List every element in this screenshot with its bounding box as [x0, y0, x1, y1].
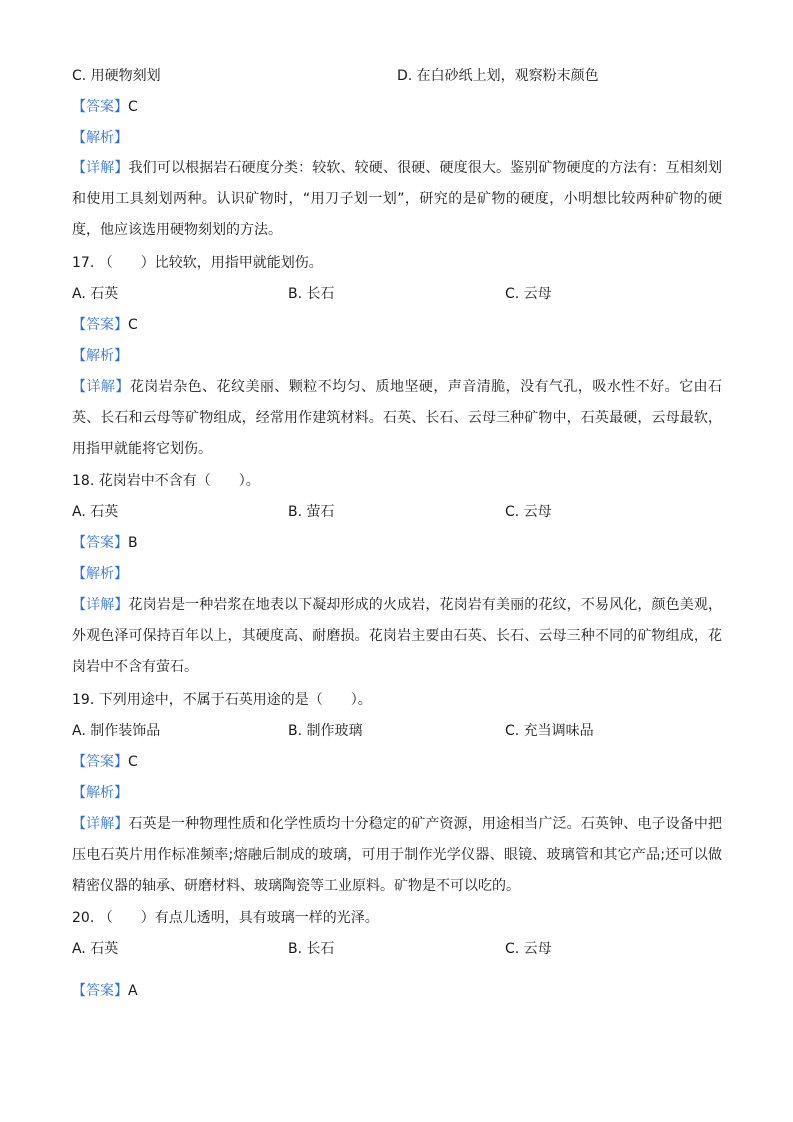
detail-text: 花岗岩是一种岩浆在地表以下凝却形成的火成岩，花岗岩有美丽的花纹，不易风化，颜色美观，外观色泽可保持百年以上，其硬度高、耐磨损。花岗岩主要由石英、长石、云母三种不同的矿物组成，花岗岩中不含有萤石。 [72, 597, 723, 675]
detail-text: 我们可以根据岩石硬度分类：较软、较硬、很硬、硬度很大。鉴别矿物硬度的方法有：互相刻划和使用工具刻划两种。认识矿物时，“用刀子划一划”，研究的是矿物的硬度，小明想比较两种矿物的硬度，他应该选用硬物刻划的方法。 [72, 160, 723, 238]
q19-stem: 19. 下列用途中，不属于石英用途的是（ ）。 [72, 692, 372, 708]
q17-analysis-tag: 【解析】 [72, 348, 128, 364]
q19-detail [72, 809, 722, 902]
q19-option-b: B. 制作玻璃 [288, 723, 363, 739]
answer-tag: 【答案】 [72, 754, 128, 770]
q16-detail [72, 153, 722, 246]
answer-value: C [128, 99, 138, 115]
detail-tag: 【详解】 [72, 379, 130, 395]
answer-tag: 【答案】 [72, 983, 128, 999]
q19-option-c: C. 充当调味品 [505, 723, 594, 739]
detail-tag: 【详解】 [72, 160, 129, 176]
q20-stem: 20. （ ）有点儿透明，具有玻璃一样的光泽。 [72, 910, 379, 926]
q16-option-c: C. 用硬物刻划 [72, 68, 161, 84]
q20-option-c: C. 云母 [505, 941, 552, 957]
q19-option-a: A. 制作装饰品 [72, 723, 161, 739]
answer-value: C [128, 754, 138, 770]
q17-option-c: C. 云母 [505, 286, 552, 302]
q17-answer [72, 315, 138, 335]
detail-text: 石英是一种物理性质和化学性质均十分稳定的矿产资源，用途相当广泛。石英钟、电子设备中把压电石英片用作标准频率;熔融后制成的玻璃，可用于制作光学仪器、眼镜、玻璃管和其它产品;还可以做精密仪器的轴承、研磨材料、玻璃陶瓷等工业原料。矿物是不可以吃的。 [72, 816, 723, 894]
detail-tag: 【详解】 [72, 816, 129, 832]
q17-option-b: B. 长石 [288, 286, 335, 302]
q18-detail [72, 590, 722, 683]
q17-option-a: A. 石英 [72, 286, 119, 302]
detail-text: 花岗岩杂色、花纹美丽、颗粒不均匀、质地坚硬，声音清脆，没有气孔，吸水性不好。它由石英、长石和云母等矿物组成，经常用作建筑材料。石英、长石、云母三种矿物中，石英最硬，云母最软，用指甲就能将它划伤。 [72, 379, 723, 457]
q18-option-c: C. 云母 [505, 504, 552, 520]
q16-answer [72, 97, 138, 117]
q16-option-d: D. 在白砂纸上划，观察粉末颜色 [397, 68, 599, 84]
q18-option-a: A. 石英 [72, 504, 119, 520]
q16-analysis-tag: 【解析】 [72, 130, 128, 146]
q19-analysis-tag: 【解析】 [72, 785, 128, 801]
answer-tag: 【答案】 [72, 317, 128, 333]
q18-stem: 18. 花岗岩中不含有（ ）。 [72, 473, 260, 489]
q18-analysis-tag: 【解析】 [72, 566, 128, 582]
answer-tag: 【答案】 [72, 535, 128, 551]
answer-value: B [128, 535, 138, 551]
q18-answer [72, 533, 138, 553]
q20-option-b: B. 长石 [288, 941, 335, 957]
q18-option-b: B. 萤石 [288, 504, 335, 520]
q20-answer [72, 981, 138, 1001]
q17-stem: 17. （ ）比较软，用指甲就能划伤。 [72, 255, 323, 271]
answer-value: C [128, 317, 138, 333]
q20-option-a: A. 石英 [72, 941, 119, 957]
answer-value: A [128, 983, 138, 999]
detail-tag: 【详解】 [72, 597, 129, 613]
answer-tag: 【答案】 [72, 99, 128, 115]
q17-detail [72, 372, 722, 465]
q19-answer [72, 752, 138, 772]
